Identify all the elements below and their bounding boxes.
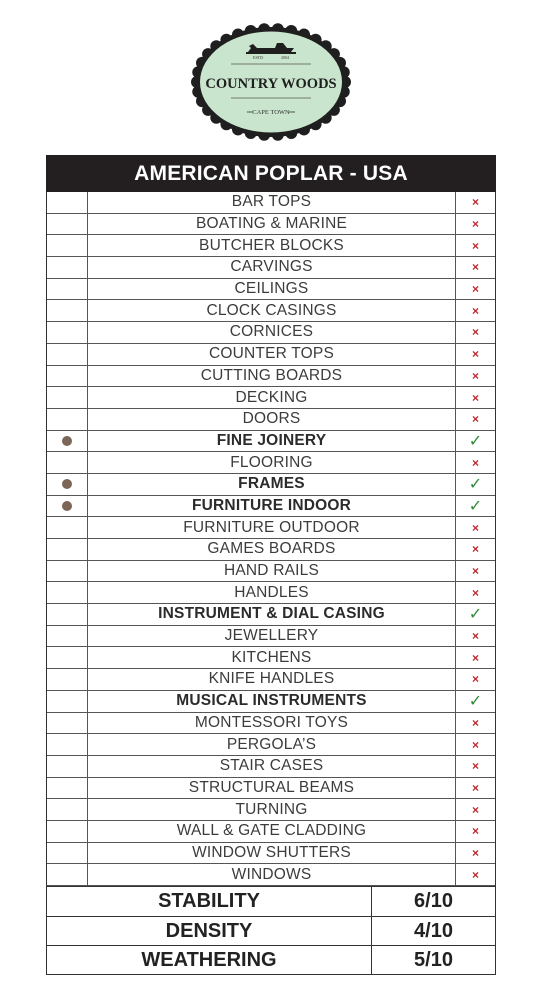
row-marker-cell — [47, 452, 88, 473]
row-marker-cell — [47, 431, 88, 452]
status-cell — [455, 344, 495, 365]
table-row — [47, 843, 495, 865]
table-row — [47, 734, 495, 756]
status-cell — [455, 409, 495, 430]
cross-icon: × — [471, 629, 479, 644]
cross-icon: × — [471, 780, 479, 795]
row-marker-cell — [47, 843, 88, 864]
row-marker-cell — [47, 214, 88, 235]
row-marker-cell — [47, 300, 88, 321]
row-marker-cell — [47, 799, 88, 820]
dot-icon — [62, 479, 72, 489]
row-marker-cell — [47, 279, 88, 300]
status-cell — [455, 604, 495, 625]
cross-icon: × — [471, 672, 479, 687]
table-row — [47, 517, 495, 539]
row-marker-cell — [47, 409, 88, 430]
logo-estd-left: ESTD — [253, 55, 263, 60]
usage-label: COUNTER TOPS — [209, 345, 334, 363]
cross-icon: × — [471, 282, 479, 297]
cross-icon: × — [471, 845, 479, 860]
rating-label: DENSITY — [47, 917, 372, 945]
usage-label: CUTTING BOARDS — [200, 366, 343, 384]
table-row — [47, 756, 495, 778]
status-cell — [455, 582, 495, 603]
row-marker-cell — [47, 235, 88, 256]
usage-label: FLOORING — [230, 453, 313, 471]
row-marker-cell — [47, 366, 88, 387]
rating-row — [47, 887, 495, 916]
usage-label: INSTRUMENT & DIAL CASING — [158, 605, 385, 623]
row-marker-cell — [47, 582, 88, 603]
usage-label: WINDOWS — [231, 865, 312, 883]
dot-icon — [62, 501, 72, 511]
logo-badge — [191, 22, 351, 142]
cross-icon: × — [471, 303, 479, 318]
cross-icon: × — [471, 390, 479, 405]
usage-label: KNIFE HANDLES — [208, 670, 335, 688]
cross-icon: × — [471, 260, 479, 275]
rating-value: 6/10 — [414, 890, 453, 912]
rating-value: 4/10 — [414, 919, 453, 942]
row-marker-cell — [47, 517, 88, 538]
check-icon: ✓ — [468, 432, 483, 450]
usage-label: STAIR CASES — [219, 757, 324, 775]
status-cell — [455, 691, 495, 712]
usage-label: PERGOLA’S — [226, 735, 317, 753]
logo-estd-right: 2004 — [281, 55, 289, 60]
row-marker-cell — [47, 713, 88, 734]
status-cell — [455, 300, 495, 321]
cross-icon: × — [471, 325, 479, 340]
status-cell — [455, 647, 495, 668]
status-cell — [455, 452, 495, 473]
table-row — [47, 192, 495, 214]
cross-icon: × — [471, 542, 479, 557]
table-row — [47, 821, 495, 843]
logo-company-name: COUNTRY WOODS — [205, 76, 337, 92]
cross-icon: × — [471, 412, 479, 427]
row-marker-cell — [47, 496, 88, 517]
row-marker-cell — [47, 821, 88, 842]
status-cell — [455, 561, 495, 582]
cross-icon: × — [471, 867, 479, 882]
row-marker-cell — [47, 647, 88, 668]
status-cell — [455, 257, 495, 278]
table-row — [47, 669, 495, 691]
usage-label: DECKING — [235, 388, 308, 406]
status-cell — [455, 756, 495, 777]
cross-icon: × — [471, 715, 479, 730]
table-row — [47, 235, 495, 257]
cross-icon: × — [471, 564, 479, 579]
check-icon: ✓ — [468, 693, 483, 711]
table-row — [47, 799, 495, 821]
table-row — [47, 214, 495, 236]
cross-icon: × — [471, 802, 479, 817]
row-marker-cell — [47, 778, 88, 799]
status-cell — [455, 778, 495, 799]
table-row — [47, 604, 495, 626]
status-cell — [455, 496, 495, 517]
check-icon: ✓ — [468, 476, 483, 494]
row-marker-cell — [47, 734, 88, 755]
usage-table — [46, 192, 496, 886]
table-row — [47, 300, 495, 322]
table-row — [47, 474, 495, 496]
status-cell — [455, 366, 495, 387]
rating-label: STABILITY — [47, 887, 372, 916]
cross-icon: × — [471, 347, 479, 362]
table-row — [47, 496, 495, 518]
rating-row — [47, 945, 495, 974]
table-row — [47, 366, 495, 388]
usage-label: HAND RAILS — [223, 562, 320, 580]
table-row — [47, 582, 495, 604]
usage-label: MONTESSORI TOYS — [194, 713, 349, 731]
table-row — [47, 561, 495, 583]
status-cell — [455, 799, 495, 820]
row-marker-cell — [47, 192, 88, 213]
cross-icon: × — [471, 585, 479, 600]
cross-icon: × — [471, 368, 479, 383]
usage-label: TURNING — [235, 800, 308, 818]
status-cell — [455, 734, 495, 755]
cross-icon: × — [471, 195, 479, 210]
row-marker-cell — [47, 604, 88, 625]
cross-icon: × — [471, 737, 479, 752]
status-cell — [455, 235, 495, 256]
status-cell — [455, 539, 495, 560]
table-row — [47, 257, 495, 279]
table-row — [47, 279, 495, 301]
cross-icon: × — [471, 520, 479, 535]
status-cell — [455, 192, 495, 213]
table-row — [47, 431, 495, 453]
table-row — [47, 864, 495, 886]
rating-label: WEATHERING — [47, 946, 372, 974]
cross-icon: × — [471, 455, 479, 470]
usage-label: HANDLES — [234, 583, 309, 601]
row-marker-cell — [47, 864, 88, 885]
status-cell — [455, 626, 495, 647]
check-icon: ✓ — [468, 497, 483, 515]
table-row — [47, 344, 495, 366]
status-cell — [455, 214, 495, 235]
table-row — [47, 778, 495, 800]
usage-label: GAMES BOARDS — [207, 540, 336, 558]
usage-label: JEWELLERY — [224, 627, 319, 645]
usage-label: BAR TOPS — [231, 193, 312, 211]
wood-spec-sheet — [46, 155, 496, 975]
row-marker-cell — [47, 626, 88, 647]
cross-icon: × — [471, 824, 479, 839]
table-row — [47, 691, 495, 713]
usage-label: FRAMES — [238, 475, 305, 493]
status-cell — [455, 821, 495, 842]
company-logo — [191, 22, 351, 142]
usage-label: CARVINGS — [230, 258, 313, 276]
cross-icon: × — [471, 759, 479, 774]
usage-label: FURNITURE OUTDOOR — [183, 518, 360, 536]
row-marker-cell — [47, 756, 88, 777]
table-row — [47, 539, 495, 561]
table-row — [47, 322, 495, 344]
usage-label: DOORS — [242, 410, 301, 428]
cross-icon: × — [471, 650, 479, 665]
usage-label: CLOCK CASINGS — [206, 301, 337, 319]
status-cell — [455, 322, 495, 343]
sheet-title: AMERICAN POPLAR - USA — [46, 155, 496, 192]
usage-label: STRUCTURAL BEAMS — [188, 778, 355, 796]
usage-label: WALL & GATE CLADDING — [176, 822, 367, 840]
usage-label: CEILINGS — [234, 280, 309, 298]
row-marker-cell — [47, 691, 88, 712]
ratings-table — [46, 886, 496, 975]
table-row — [47, 626, 495, 648]
row-marker-cell — [47, 669, 88, 690]
usage-label: FINE JOINERY — [216, 431, 327, 449]
table-row — [47, 713, 495, 735]
check-icon: ✓ — [468, 606, 483, 624]
cross-icon: × — [471, 238, 479, 253]
row-marker-cell — [47, 387, 88, 408]
status-cell — [455, 843, 495, 864]
table-row — [47, 647, 495, 669]
cross-icon: × — [471, 217, 479, 232]
table-row — [47, 452, 495, 474]
status-cell — [455, 517, 495, 538]
table-row — [47, 409, 495, 431]
dot-icon — [62, 436, 72, 446]
logo-location: CAPE TOWN — [252, 109, 290, 116]
usage-label: CORNICES — [229, 323, 314, 341]
table-row — [47, 387, 495, 409]
status-cell — [455, 279, 495, 300]
row-marker-cell — [47, 344, 88, 365]
status-cell — [455, 387, 495, 408]
rating-value: 5/10 — [414, 948, 453, 971]
row-marker-cell — [47, 539, 88, 560]
row-marker-cell — [47, 322, 88, 343]
usage-label: WINDOW SHUTTERS — [192, 843, 351, 861]
row-marker-cell — [47, 561, 88, 582]
usage-label: BUTCHER BLOCKS — [199, 236, 344, 254]
status-cell — [455, 474, 495, 495]
usage-label: FURNITURE INDOOR — [191, 496, 352, 514]
usage-label: BOATING & MARINE — [195, 215, 348, 233]
status-cell — [455, 713, 495, 734]
usage-label: MUSICAL INSTRUMENTS — [176, 692, 367, 710]
status-cell — [455, 431, 495, 452]
status-cell — [455, 669, 495, 690]
status-cell — [455, 864, 495, 885]
row-marker-cell — [47, 474, 88, 495]
usage-label: KITCHENS — [231, 648, 312, 666]
row-marker-cell — [47, 257, 88, 278]
rating-row — [47, 916, 495, 945]
